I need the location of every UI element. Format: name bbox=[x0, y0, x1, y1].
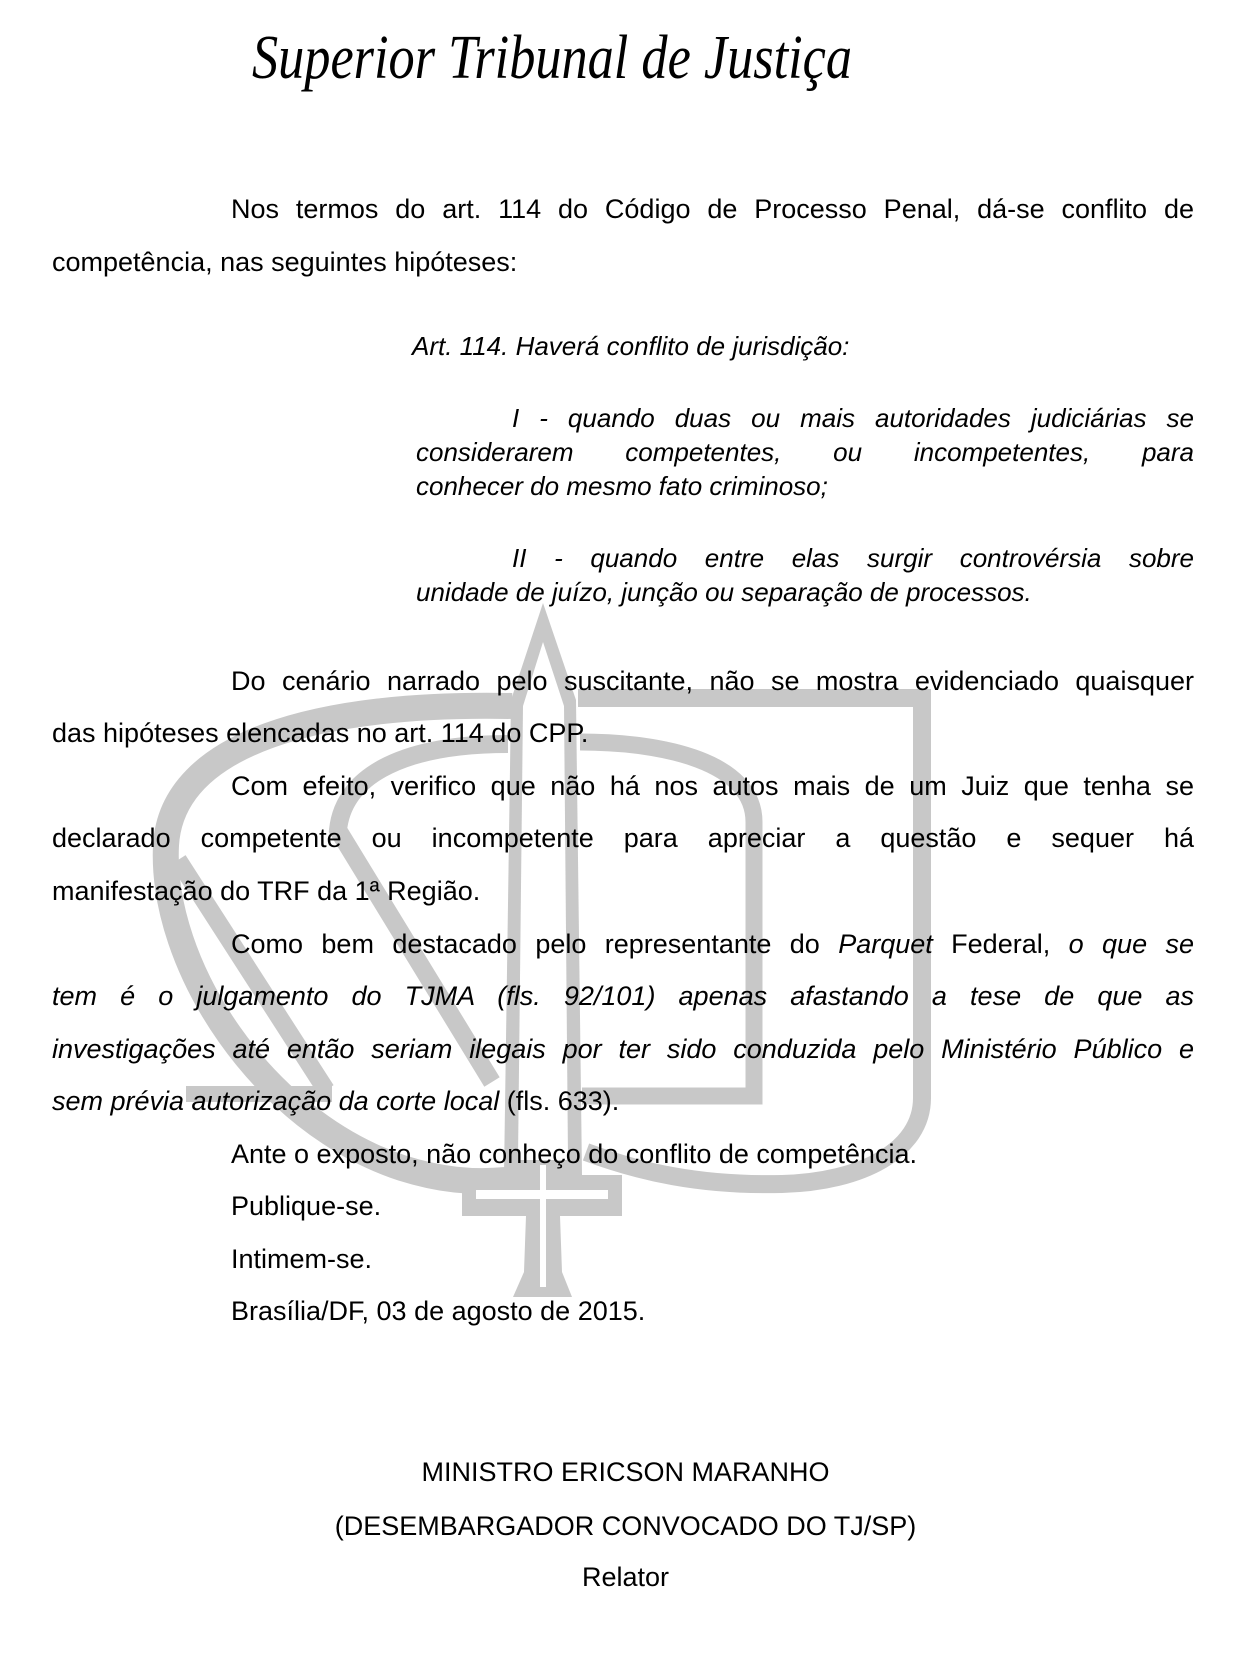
text-segment: (fls. 633). bbox=[499, 1086, 620, 1116]
paragraph-3-line bbox=[52, 918, 1194, 971]
paragraph-3-line bbox=[52, 1075, 1194, 1128]
signature-name: MINISTRO ERICSON MARANHO bbox=[421, 1457, 830, 1487]
italic-term-parquet: Parquet bbox=[838, 929, 933, 959]
paragraph-3-line: investigações até então seriam ilegais por ter sido conduzida pelo Ministério Público e bbox=[52, 1034, 1194, 1064]
text-segment: Federal, bbox=[932, 929, 1069, 959]
court-header-logo bbox=[0, 0, 1251, 120]
quoted-text-segment: o que se bbox=[1068, 929, 1194, 959]
text-segment: Como bem destacado pelo representante do bbox=[231, 929, 839, 959]
paragraph-2-line: declarado competente ou incompetente para apreciar a questão e sequer há bbox=[52, 823, 1194, 853]
paragraph-3-line: tem é o julgamento do TJMA (fls. 92/101) apenas afastando a tese de que as bbox=[52, 981, 1194, 1011]
paragraph-1-line: Do cenário narrado pelo suscitante, não se mostra evidenciado quaisquer bbox=[231, 666, 1194, 696]
quote-item-1-line: I - quando duas ou mais autoridades judiciárias se bbox=[512, 403, 1194, 433]
quote-item-2-line: unidade de juízo, junção ou separação de processos. bbox=[416, 577, 1032, 607]
paragraph-2-line: Com efeito, verifico que não há nos autos mais de um Juiz que tenha se bbox=[231, 771, 1194, 801]
quote-item-2-line: II - quando entre elas surgir controvérsia sobre bbox=[512, 543, 1194, 573]
court-name-script: Superior Tribunal de Justiça bbox=[252, 24, 852, 92]
paragraph-2-line: manifestação do TRF da 1ª Região. bbox=[52, 876, 481, 906]
place-and-date: Brasília/DF, 03 de agosto de 2015. bbox=[231, 1296, 646, 1326]
quoted-text-segment: sem prévia autorização da corte local bbox=[52, 1086, 500, 1116]
quote-item-1-line: considerarem competentes, ou incompetentes, para bbox=[416, 437, 1194, 467]
quote-item-1-line: conhecer do mesmo fato criminoso; bbox=[416, 471, 828, 501]
signature-role: (DESEMBARGADOR CONVOCADO DO TJ/SP) bbox=[334, 1511, 917, 1541]
decision-paragraph: Ante o exposto, não conheço do conflito de competência. bbox=[231, 1139, 917, 1169]
signature-title: Relator bbox=[581, 1562, 670, 1592]
intro-paragraph-line: Nos termos do art. 114 do Código de Processo Penal, dá-se conflito de bbox=[231, 194, 1194, 224]
quote-article-title: Art. 114. Haverá conflito de jurisdição: bbox=[412, 331, 850, 361]
notify-order: Intimem-se. bbox=[231, 1244, 373, 1274]
paragraph-1-line: das hipóteses elencadas no art. 114 do CPP. bbox=[52, 718, 589, 748]
intro-paragraph-line: competência, nas seguintes hipóteses: bbox=[52, 247, 518, 277]
publish-order: Publique-se. bbox=[231, 1191, 382, 1221]
